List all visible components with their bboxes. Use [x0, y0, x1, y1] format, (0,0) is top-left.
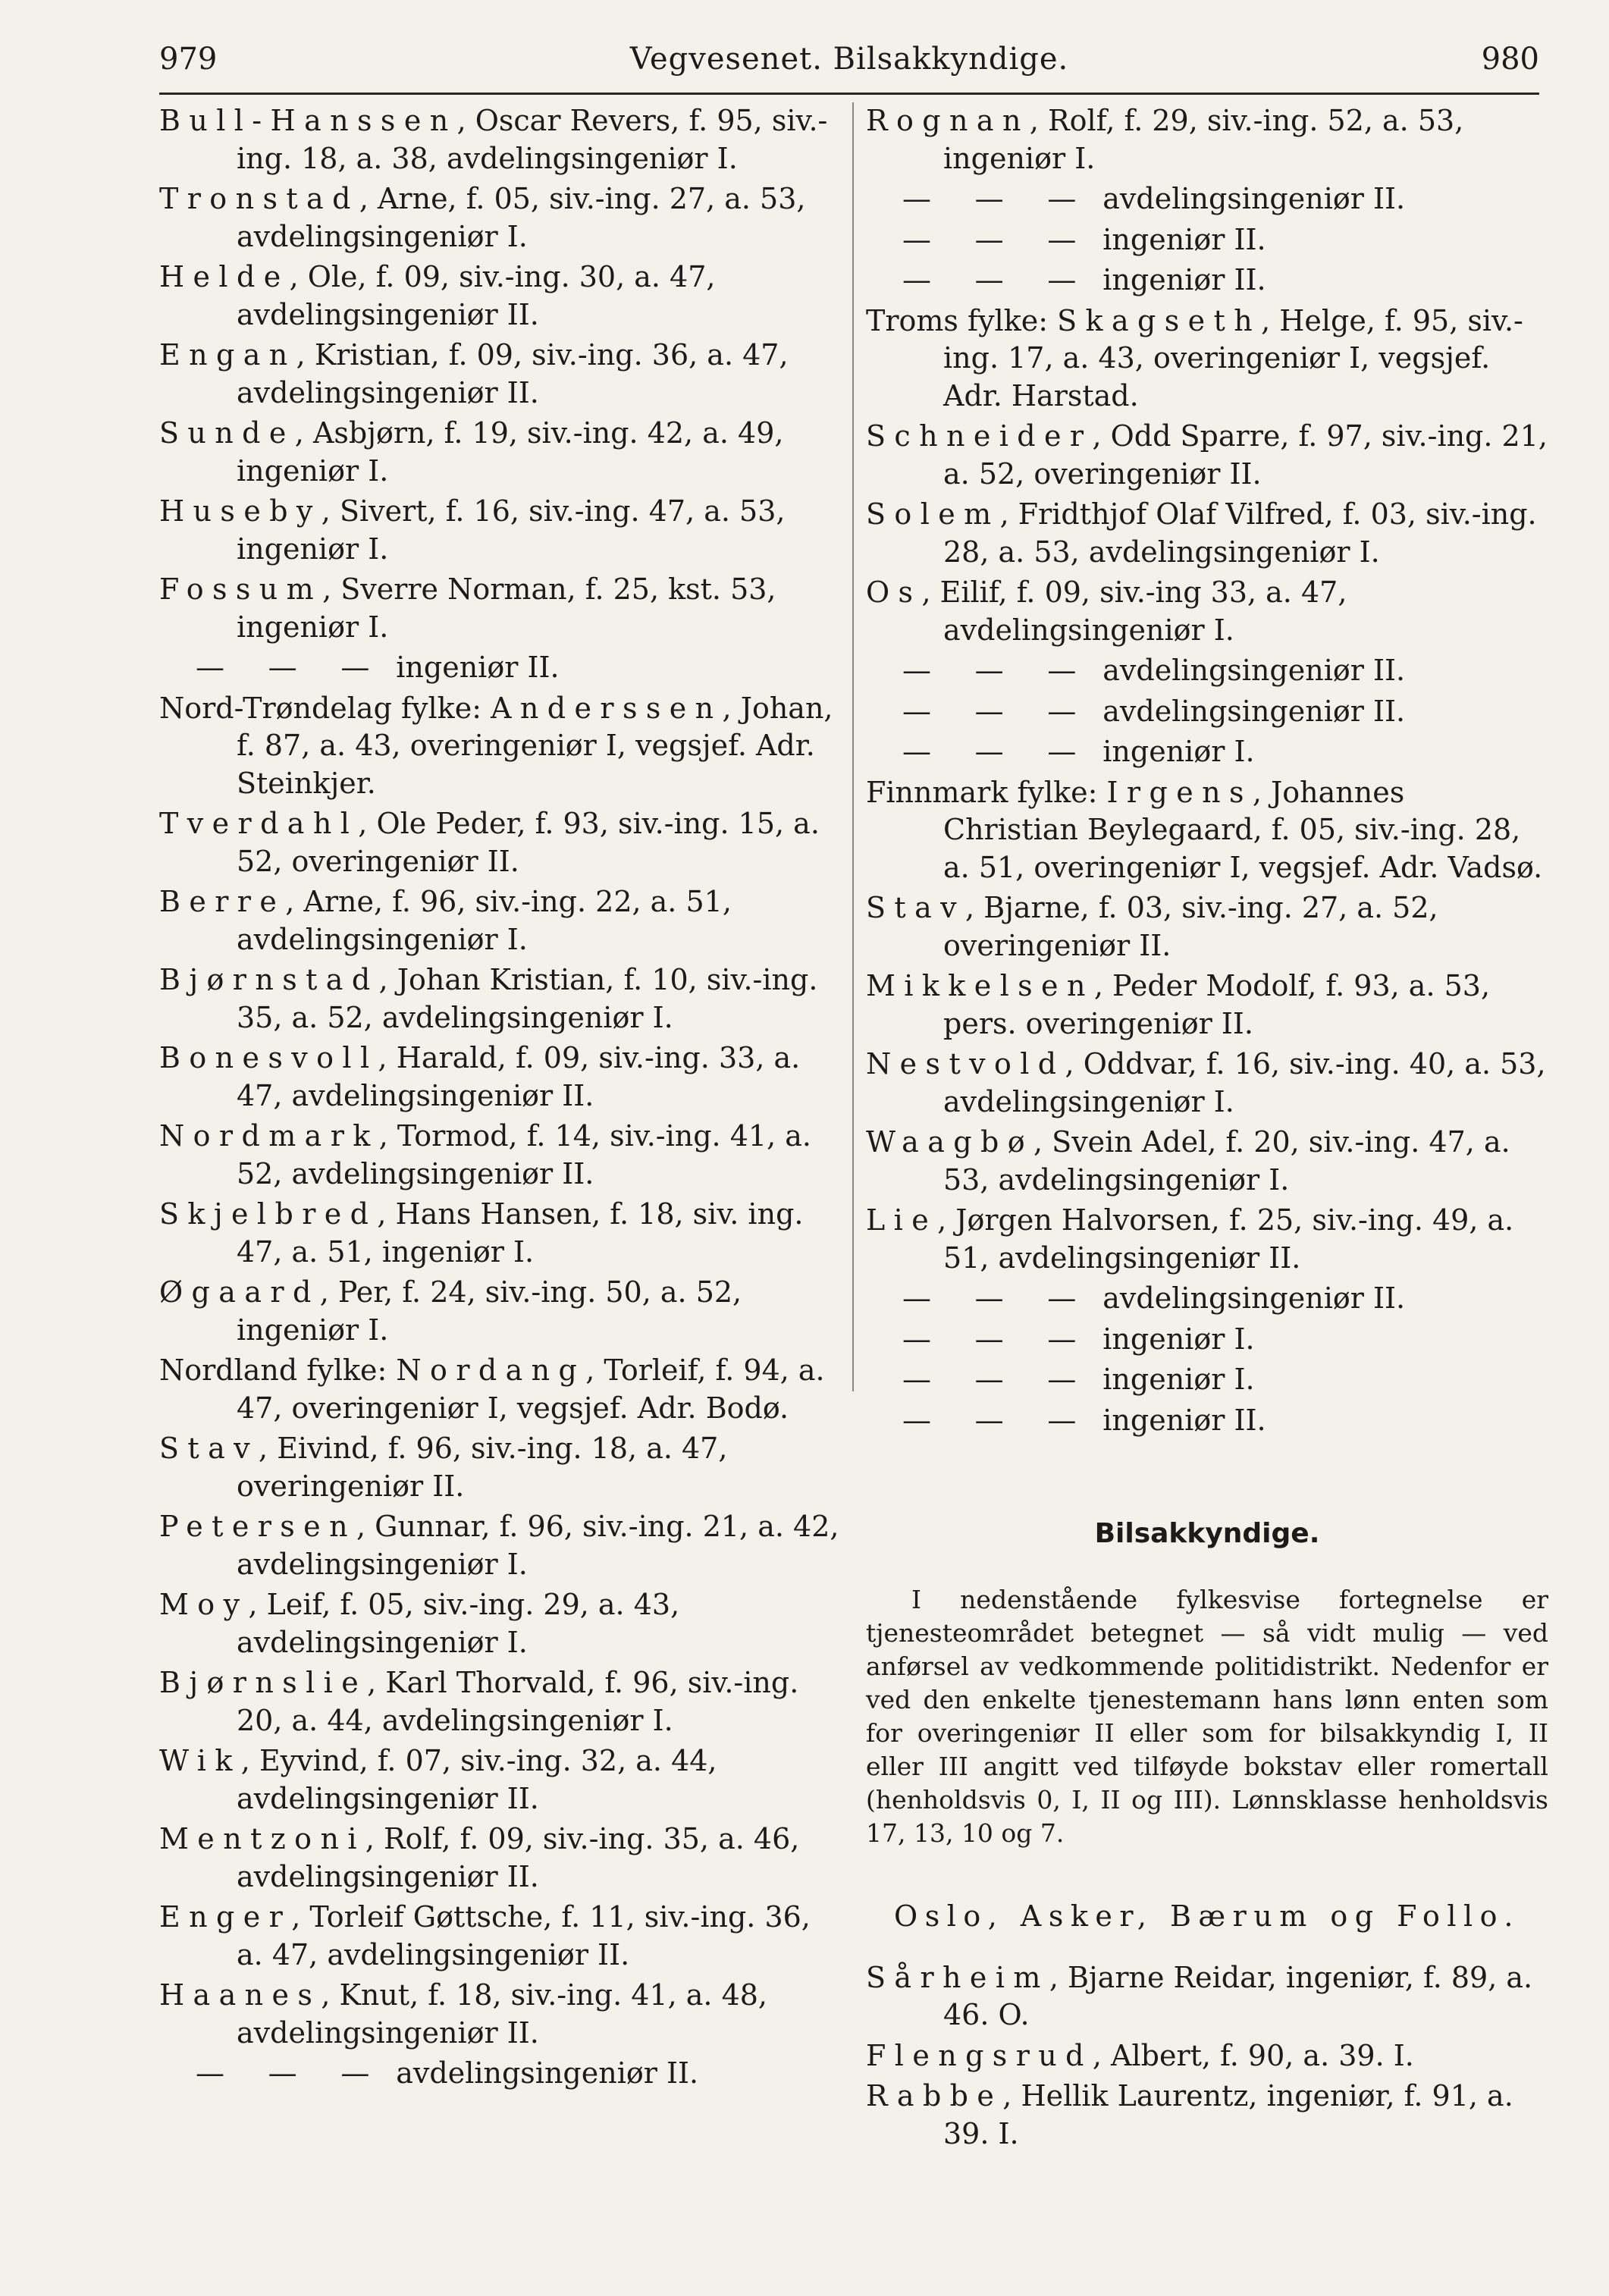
entry: Petersen, Gunnar, f. 96, siv.-ing. 21, a. 42, avdelingsingeniør I.	[159, 1510, 839, 1581]
entry-repeat: — — — ingeniør I.	[902, 735, 1255, 768]
county-entry: Nord-Trøndelag fylke: Anderssen, Johan, f. 87, a. 43, overingeniør I, vegsjef. Adr. Steinkjer.	[159, 691, 833, 800]
entry-repeat: — — — ingeniør II.	[902, 222, 1266, 256]
entry-repeat: — — — avdelingsingeniør II.	[902, 654, 1406, 687]
entry: Skjelbred, Hans Hansen, f. 18, siv. ing. 47, a. 51, ingeniør I.	[159, 1197, 804, 1269]
entry: Sunde, Asbjørn, f. 19, siv.-ing. 42, a. 49, ingeniør I.	[159, 416, 784, 488]
entry: Lie, Jørgen Halvorsen, f. 25, siv.-ing. 49, a. 51, avdelingsingeniør II.	[866, 1203, 1514, 1275]
page-number-right: 980	[1481, 42, 1539, 77]
entry: Flengsrud, Albert, f. 90, a. 39. I.	[866, 2038, 1414, 2072]
entry: Waagbø, Svein Adel, f. 20, siv.-ing. 47, a. 53, avdelingsingeniør I.	[866, 1125, 1510, 1197]
entry-repeat: — — — ingeniør I.	[902, 1363, 1255, 1396]
entry: Wik, Eyvind, f. 07, siv.-ing. 32, a. 44, avdelingsingeniør II.	[159, 1744, 717, 1815]
page-number-left: 979	[159, 42, 218, 77]
entry-repeat: — — — ingeniør II.	[902, 263, 1266, 296]
county-entry: Finnmark fylke: Irgens, Johannes Christian Beylegaard, f. 05, siv.-ing. 28, a. 51, overingeniør I, vegsjef. Adr. Vadsø.	[866, 775, 1543, 884]
district-heading: Oslo, Asker, Bærum og Follo.	[894, 1899, 1520, 1933]
entry: Schneider, Odd Sparre, f. 97, siv.-ing. 21, a. 52, overingeniør II.	[866, 419, 1548, 491]
entry: Os, Eilif, f. 09, siv.-ing 33, a. 47, avdelingsingeniør I.	[866, 576, 1347, 647]
county-entry: Nordland fylke: Nordang, Torleif, f. 94, a. 47, overingeniør I, vegsjef. Adr. Bodø.	[159, 1353, 825, 1425]
entry: Nestvold, Oddvar, f. 16, siv.-ing. 40, a. 53, avdelingsingeniør I.	[866, 1047, 1546, 1118]
running-title: Vegvesenet. Bilsakkyndige.	[629, 42, 1069, 77]
entry: Engan, Kristian, f. 09, siv.-ing. 36, a. 47, avdelingsingeniør II.	[159, 338, 789, 409]
entry: Solem, Fridthjof Olaf Vilfred, f. 03, siv.-ing. 28, a. 53, avdelingsingeniør I.	[866, 497, 1537, 569]
entry: Mikkelsen, Peder Modolf, f. 93, a. 53, pers. overingeniør II.	[866, 969, 1491, 1040]
section-title: Bilsakkyndige.	[1094, 1518, 1320, 1549]
entry: Berre, Arne, f. 96, siv.-ing. 22, a. 51, avdelingsingeniør I.	[159, 885, 732, 956]
entry: Tronstad, Arne, f. 05, siv.-ing. 27, a. 53, avdelingsingeniør I.	[159, 182, 806, 253]
entry: Moy, Leif, f. 05, siv.-ing. 29, a. 43, avdelingsingeniør I.	[159, 1588, 680, 1659]
header-rule	[159, 93, 1539, 95]
left-column	[159, 102, 842, 2096]
entry: Sårheim, Bjarne Reidar, ingeniør, f. 89, a. 46. O.	[866, 1960, 1533, 2031]
entry: Bonesvoll, Harald, f. 09, siv.-ing. 33, a. 47, avdelingsingeniør II.	[159, 1041, 801, 1112]
entry: Haanes, Knut, f. 18, siv.-ing. 41, a. 48, avdelingsingeniør II.	[159, 1978, 768, 2050]
county-entry: Troms fylke: Skagseth, Helge, f. 95, siv.-ing. 17, a. 43, overingeniør I, vegsjef. Adr. Harstad.	[866, 303, 1523, 412]
entry: Øgaard, Per, f. 24, siv.-ing. 50, a. 52, ingeniør I.	[159, 1275, 742, 1347]
entry-repeat: — — — avdelingsingeniør II.	[902, 1281, 1406, 1315]
entry: Rognan, Rolf, f. 29, siv.-ing. 52, a. 53, ingeniør I.	[866, 104, 1464, 175]
entry-repeat: — — — ingeniør II.	[902, 1403, 1266, 1437]
entry: Stav, Eivind, f. 96, siv.-ing. 18, a. 47, overingeniør II.	[159, 1432, 728, 1503]
entry: Tverdahl, Ole Peder, f. 93, siv.-ing. 15, a. 52, overingeniør II.	[159, 807, 820, 878]
entry: Nordmark, Tormod, f. 14, siv.-ing. 41, a. 52, avdelingsingeniør II.	[159, 1119, 811, 1190]
entry-repeat: — — — avdelingsingeniør II.	[196, 2056, 699, 2090]
entry: Rabbe, Hellik Laurentz, ingeniør, f. 91, a. 39. I.	[866, 2079, 1513, 2150]
page-header	[159, 36, 1539, 82]
entry: Huseby, Sivert, f. 16, siv.-ing. 47, a. 53, ingeniør I.	[159, 494, 786, 566]
right-column	[866, 102, 1548, 2156]
section-intro: I nedenstående fylkesvise fortegnelse er tjenesteområdet betegnet — så vidt mulig — ved anførsel av vedkommende politidistrikt. Nedenfor er ved den enkelte tjenestemann hans lønn enten som for overingeniør II eller som for bilsakkyndig I, II eller III angitt ved tilføyde bokstav eller romertall (henholdsvis 0, I, II og III). Lønnsklasse henholdsvis 17, 13, 10 og 7.	[866, 1584, 1548, 1848]
column-divider	[852, 102, 854, 1391]
entry-repeat: — — — avdelingsingeniør II.	[902, 694, 1406, 728]
entry-repeat: — — — avdelingsingeniør II.	[902, 182, 1406, 215]
entry: Fossum, Sverre Norman, f. 25, kst. 53, ingeniør I.	[159, 572, 776, 644]
entry: Bjørnslie, Karl Thorvald, f. 96, siv.-ing. 20, a. 44, avdelingsingeniør I.	[159, 1666, 799, 1737]
entry: Mentzoni, Rolf, f. 09, siv.-ing. 35, a. 46, avdelingsingeniør II.	[159, 1822, 800, 1893]
entry-repeat: — — — ingeniør I.	[902, 1322, 1255, 1356]
entry-repeat: — — — ingeniør II.	[196, 651, 560, 684]
entry: Stav, Bjarne, f. 03, siv.-ing. 27, a. 52, overingeniør II.	[866, 891, 1438, 962]
entry: Bjørnstad, Johan Kristian, f. 10, siv.-ing. 35, a. 52, avdelingsingeniør I.	[159, 963, 818, 1034]
entry: Enger, Torleif Gøttsche, f. 11, siv.-ing. 36, a. 47, avdelingsingeniør II.	[159, 1900, 811, 1971]
entry: Bull-Hanssen, Oscar Revers, f. 95, siv.-ing. 18, a. 38, avdelingsingeniør I.	[159, 104, 828, 175]
entry: Helde, Ole, f. 09, siv.-ing. 30, a. 47, avdelingsingeniør II.	[159, 260, 716, 331]
